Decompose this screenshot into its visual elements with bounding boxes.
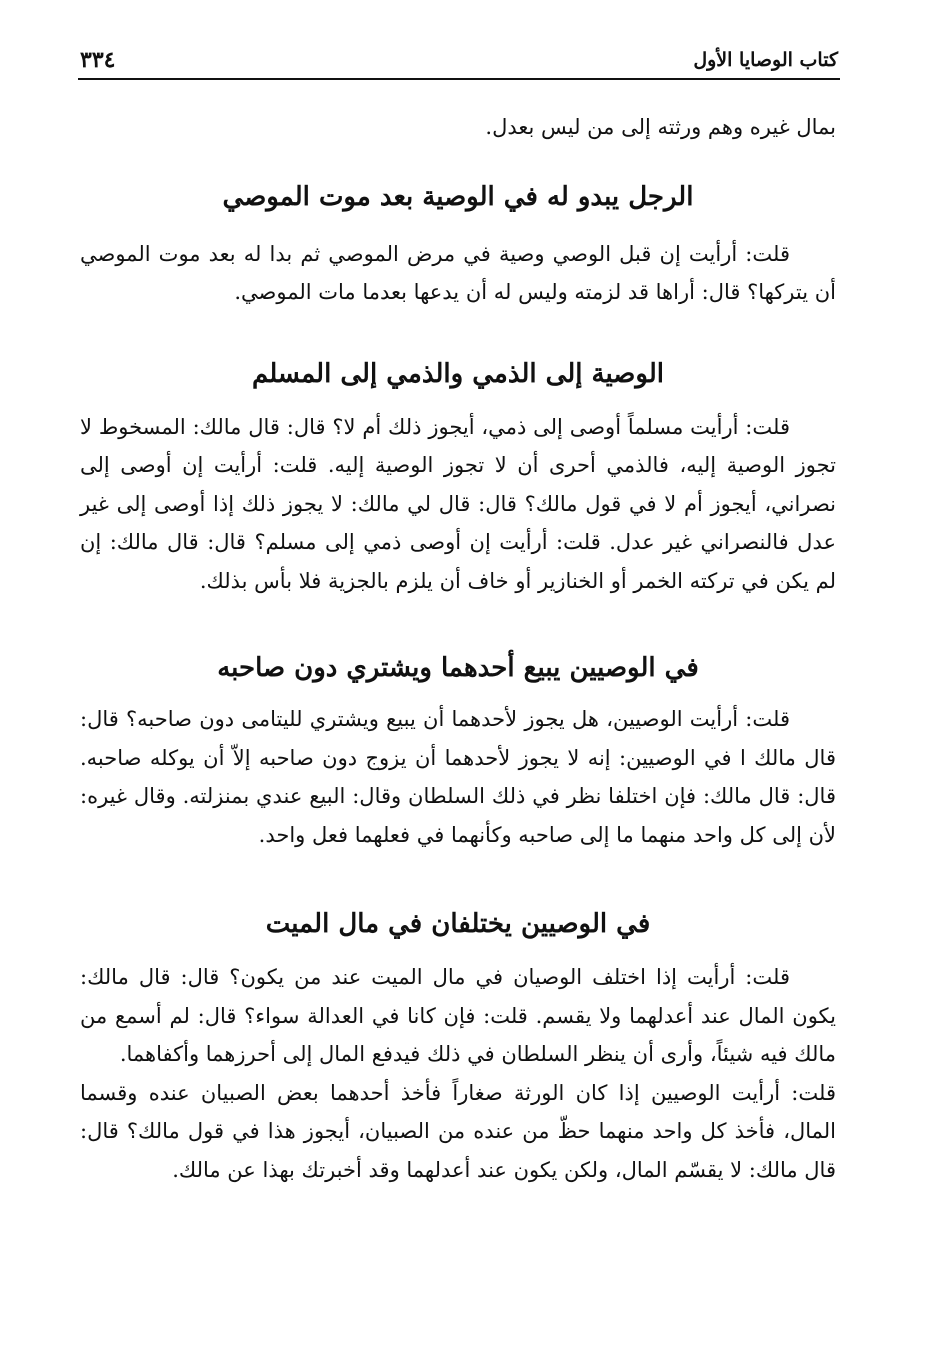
section-heading-3: في الوصيين يبيع أحدهما ويشتري دون صاحبه <box>217 653 699 683</box>
page-number: ٣٣٤ <box>80 47 116 73</box>
section-heading-4: في الوصيين يختلفان في مال الميت <box>265 909 651 939</box>
section-paragraph-4: قلت: أرأيت إذا اختلف الوصيان في مال الميت عند من يكون؟ قال: قال مالك: يكون المال عند أعدلهما ولا يقسم. قلت: فإن كانا في العدالة سواء؟ قال: لم أسمع من مالك فيه شيئاً، وأرى أن ينظر السلطان في ذلك فيدفع المال إلى أحرزهما وأكفاهما. <box>80 965 836 1066</box>
running-title: كتاب الوصايا الأول <box>693 49 838 71</box>
running-header <box>80 44 838 76</box>
section-paragraph-4b: قلت: أرأيت الوصيين إذا كان الورثة صغاراً فأخذ أحدهما بعض الصبيان عنده وقسما المال، فأخذ كل واحد منهما حظّ من عنده من الصبيان، أيجوز هذا في قول مالك؟ قال: قال مالك: لا يقسّم المال، ولكن يكون عند أعدلهما وقد أخبرتك بهذا عن مالك. <box>80 1080 836 1182</box>
section-paragraph-1: قلت: أرأيت إن قبل الوصي وصية في مرض الموصي ثم بدا له بعد موت الموصي أن يتركها؟ قال: أراها قد لزمته وليس له أن يدعها بعدما مات الموصي. <box>80 241 836 304</box>
section-paragraph-3: قلت: أرأيت الوصيين، هل يجوز لأحدهما أن يبيع ويشتري لليتامى دون صاحبه؟ قال: قال مالك ا في الوصيين: إنه لا يجوز لأحدهما أن يزوج دون صاحبه إلاّ أن يوكله صاحبه. قال: قال مالك: فإن اختلفا نظر في ذلك السلطان وقال: البيع عندي بمنزلته. وقال غيره: لأن إلى كل واحد منهما ما إلى صاحبه وكأنهما في فعلهما فعل واحد. <box>80 707 836 847</box>
section-heading-2: الوصية إلى الذمي والذمي إلى المسلم <box>252 358 664 389</box>
section-paragraph-2: قلت: أرأيت مسلماً أوصى إلى ذمي، أيجوز ذلك أم لا؟ قال: قال مالك: المسخوط لا تجوز الوصية إليه، فالذمي أحرى أن لا تجوز الوصية إليه. قلت: أرأيت إن أوصى إلى نصراني، أيجوز أم لا في قول مالك؟ قال: قال لي مالك: لا يجوز ذلك إذا أوصى إلى غير عدل فالنصراني غير عدل. قلت: أرأيت إن أوصى ذمي إلى مسلم؟ قال: قال مالك: إن لم يكن في تركته الخمر أو الخنازير أو خاف أن يلزم بالجزية فلا بأس بذلك. <box>80 414 836 593</box>
section-heading-1: الرجل يبدو له في الوصية بعد موت الموصي <box>222 181 694 212</box>
body-text <box>80 108 836 1189</box>
opening-line: بمال غيره وهم ورثته إلى من ليس بعدل. <box>485 115 836 139</box>
header-rule <box>78 78 840 80</box>
